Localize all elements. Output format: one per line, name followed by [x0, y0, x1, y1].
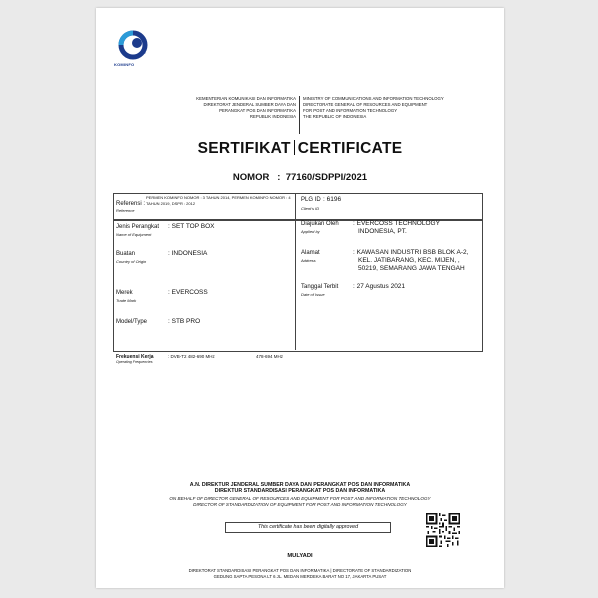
header-divider	[299, 96, 300, 134]
field-label: Model/Type	[116, 319, 148, 325]
signer-name: MULYADI	[287, 553, 313, 559]
field-label: Diajukan Oleh	[301, 221, 339, 227]
field-label: Jenis Perangkat	[116, 224, 160, 230]
field-value: : SET TOP BOX	[168, 223, 215, 230]
reference-text-1: PERMEN KOMINFO NOMOR : 3 TAHUN 2014, PERMEN KOMINFO NOMOR : 4	[146, 195, 291, 200]
frequency-value-2: 478-694 MHz	[256, 354, 284, 359]
field-label-en: Applied by	[301, 229, 320, 234]
signature-title-en: ON BEHALF OF DIRECTOR GENERAL OF RESOURCES AND EQUIPMENT FOR POST AND INFORMATION TECHNOLOGY DIRECTOR OF STANDARDIZATION OF EQUIPMENT FOR POST AND INFORMATION TECHNOLOGY	[169, 496, 431, 508]
field-label-en: Address	[301, 258, 316, 263]
frequency-label-en: Operating Frequencies	[116, 360, 153, 364]
field-value: : KAWASAN INDUSTRI BSB BLOK A-2,	[353, 249, 469, 256]
field-label-en: Date of Issue	[301, 292, 325, 297]
field-value: : STB PRO	[168, 318, 201, 325]
field-value: 50219, SEMARANG JAWA TENGAH	[358, 265, 465, 272]
field-label: Merek	[116, 290, 133, 296]
field-value: : EVERCOSS	[168, 289, 208, 296]
plg-value: : 6196	[323, 196, 342, 203]
plg-label: PLG ID	[301, 197, 321, 203]
ministry-en: MINISTRY OF COMMUNICATIONS AND INFORMATION TECHNOLOGY DIRECTORATE GENERAL OF RESOURCES AND EQUIPMENT FOR POST AND INFORMATION TECHNOLOGY THE REPUBLIC OF INDONESIA	[303, 96, 444, 120]
plg-label-en: Client's ID	[301, 206, 320, 211]
field-label-en: Country of Origin	[116, 259, 147, 264]
field-value: : INDONESIA	[168, 250, 208, 257]
signature-title: A.N. DIREKTUR JENDERAL SUMBER DAYA DAN PERANGKAT POS DAN INFORMATIKA DIREKTUR STANDARDISASI PERANGKAT POS DAN INFORMATIKA	[189, 482, 411, 495]
certificate-page	[96, 8, 504, 588]
field-label: Tanggal Terbit	[301, 284, 339, 290]
footer: DIREKTORAT STANDARDISASI PERANGKAT POS DAN INFORMATIKA | DIRECTORATE OF STANDARDIZATION GEDUNG SAPTA PESONA LT 6 JL. MEDAN MERDEKA BARAT NO 17, JAKARTA PUSAT	[188, 568, 412, 579]
frequency-value: : DVB-T2 482-690 MHz	[168, 354, 215, 359]
digital-approval-box: This certificate has been digitally approved	[225, 522, 391, 533]
ministry-id: KEMENTERIAN KOMUNIKASI DAN INFORMATIKA DIREKTORAT JENDERAL SUMBER DAYA DAN PERANGKAT POS DAN INFORMATIKA REPUBLIK INDONESIA	[196, 96, 296, 120]
field-label: Buatan	[116, 251, 136, 257]
page-title: SERTIFIKAT CERTIFICATE	[197, 140, 403, 157]
details-box	[113, 220, 483, 352]
field-label: Alamat	[301, 250, 320, 256]
reference-label: Referensi :	[116, 201, 146, 207]
qr-code-icon	[426, 513, 460, 547]
certificate-number: NOMOR : 77160/SDPPI/2021	[232, 172, 368, 183]
reference-text-2: TAHUN 2019, DSPR : 2012	[146, 201, 196, 206]
logo-text: KOMINFO	[114, 62, 135, 67]
field-label-en: Trade Mark	[116, 298, 137, 303]
field-value: KEL. JATIBARANG, KEC. MIJEN, ,	[358, 257, 460, 264]
column-divider	[295, 193, 296, 350]
frequency-label: Frekuensi Kerja	[116, 354, 154, 360]
field-value: INDONESIA, PT.	[358, 228, 407, 235]
reference-label-en: Reference	[116, 208, 135, 213]
field-label-en: Name of Equipment	[116, 232, 152, 237]
field-value: : 27 Agustus 2021	[353, 283, 406, 290]
field-value: : EVERCOSS TECHNOLOGY	[353, 220, 440, 227]
